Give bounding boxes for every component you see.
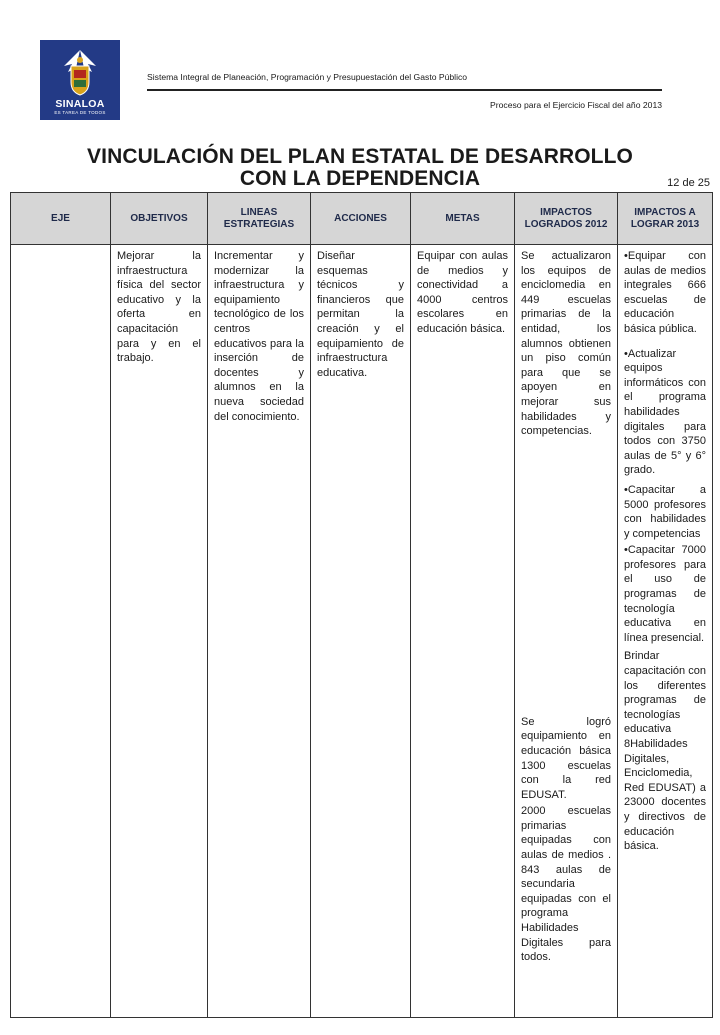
page-number: 12 de 25 <box>667 177 710 189</box>
fiscal-process: Proceso para el Ejercicio Fiscal del año 2013 <box>490 100 662 110</box>
lograr-item-3: •Capacitar a 5000 profesores con habilidades y competencias <box>624 483 706 540</box>
cell-metas <box>411 245 515 1018</box>
column-header-objetivos: OBJETIVOS <box>111 193 208 245</box>
acciones-text: Diseñar esquemas técnicos y financieros que permitan la creación y el equipamiento de infraestructura educativa. <box>317 250 404 379</box>
objetivos-text: Mejorar la infraestructura física del sector educativo y la oferta en capacitación para y en el trabajo. <box>117 250 201 365</box>
sinaloa-logo <box>40 40 120 120</box>
lograr-item-4: •Capacitar 7000 profesores para el uso de programas de tecnología educativa en línea presencial. <box>624 544 706 644</box>
linkage-table <box>10 192 713 1018</box>
title-line-2: CON LA DEPENDENCIA <box>239 167 481 190</box>
column-header-impactos-logrados: IMPACTOS LOGRADOS 2012 <box>515 193 618 245</box>
table-header-row <box>11 193 713 245</box>
lograr-item-2: •Actualizar equipos informáticos con el programa habilidades digitales para todos con 3750 aulas de 5° y 6° grado. <box>624 347 706 477</box>
document-title <box>0 146 720 190</box>
cell-impactos-lograr <box>618 245 713 1018</box>
column-header-lineas: LINEAS ESTRATEGIAS <box>208 193 311 245</box>
logo-tagline: ES TAREA DE TODOS <box>54 110 106 115</box>
lograr-item-5: Brindar capacitación con los diferentes programas de tecnologías educativa 8Habilidades Digitales, Enciclomedia, Red EDUSAT) a 23000 docentes y directivos de educación básica. <box>624 650 706 853</box>
cell-lineas <box>208 245 311 1018</box>
logrado-item-2: Se logró equipamiento en educación básica 1300 escuelas con la red EDUSAT. <box>521 715 611 801</box>
cell-objetivos <box>111 245 208 1018</box>
metas-text: Equipar con aulas de medios y conectividad a 4000 centros escolares en educación básica. <box>417 250 508 335</box>
lineas-text: Incrementar y modernizar la infraestructura y equipamiento tecnológico de los centros educativos para la inserción de docentes y alumnos en la nueva sociedad del conocimiento. <box>214 250 304 423</box>
cell-eje <box>11 245 111 1018</box>
logo-name: SINALOA <box>55 98 105 110</box>
title-line-1: VINCULACIÓN DEL PLAN ESTATAL DE DESARROLLO <box>87 145 633 168</box>
spacer <box>521 439 611 715</box>
cell-acciones <box>311 245 411 1018</box>
logrado-item-3: 2000 escuelas primarias equipadas con aulas de medios . 843 aulas de secundaria equipadas con el programa Habilidades Digitales para todos. <box>521 805 611 964</box>
logrado-item-1: Se actualizaron los equipos de enciclomedia en 449 escuelas primarias de la entidad, los alumnos obtienen un piso común para que se apoyen en mejorar sus habilidades y competencias. <box>521 250 611 438</box>
column-header-acciones: ACCIONES <box>311 193 411 245</box>
lograr-item-1: •Equipar con aulas de medios integrales 666 escuelas de educación básica pública. <box>624 250 706 335</box>
column-header-eje: EJE <box>11 193 111 245</box>
column-header-metas: METAS <box>411 193 515 245</box>
cell-impactos-logrados <box>515 245 618 1018</box>
table-row <box>11 245 713 1018</box>
column-header-impactos-lograr: IMPACTOS A LOGRAR 2013 <box>618 193 713 245</box>
system-title: Sistema Integral de Planeación, Programación y Presupuestación del Gasto Público <box>147 72 468 82</box>
header-divider <box>147 89 662 91</box>
